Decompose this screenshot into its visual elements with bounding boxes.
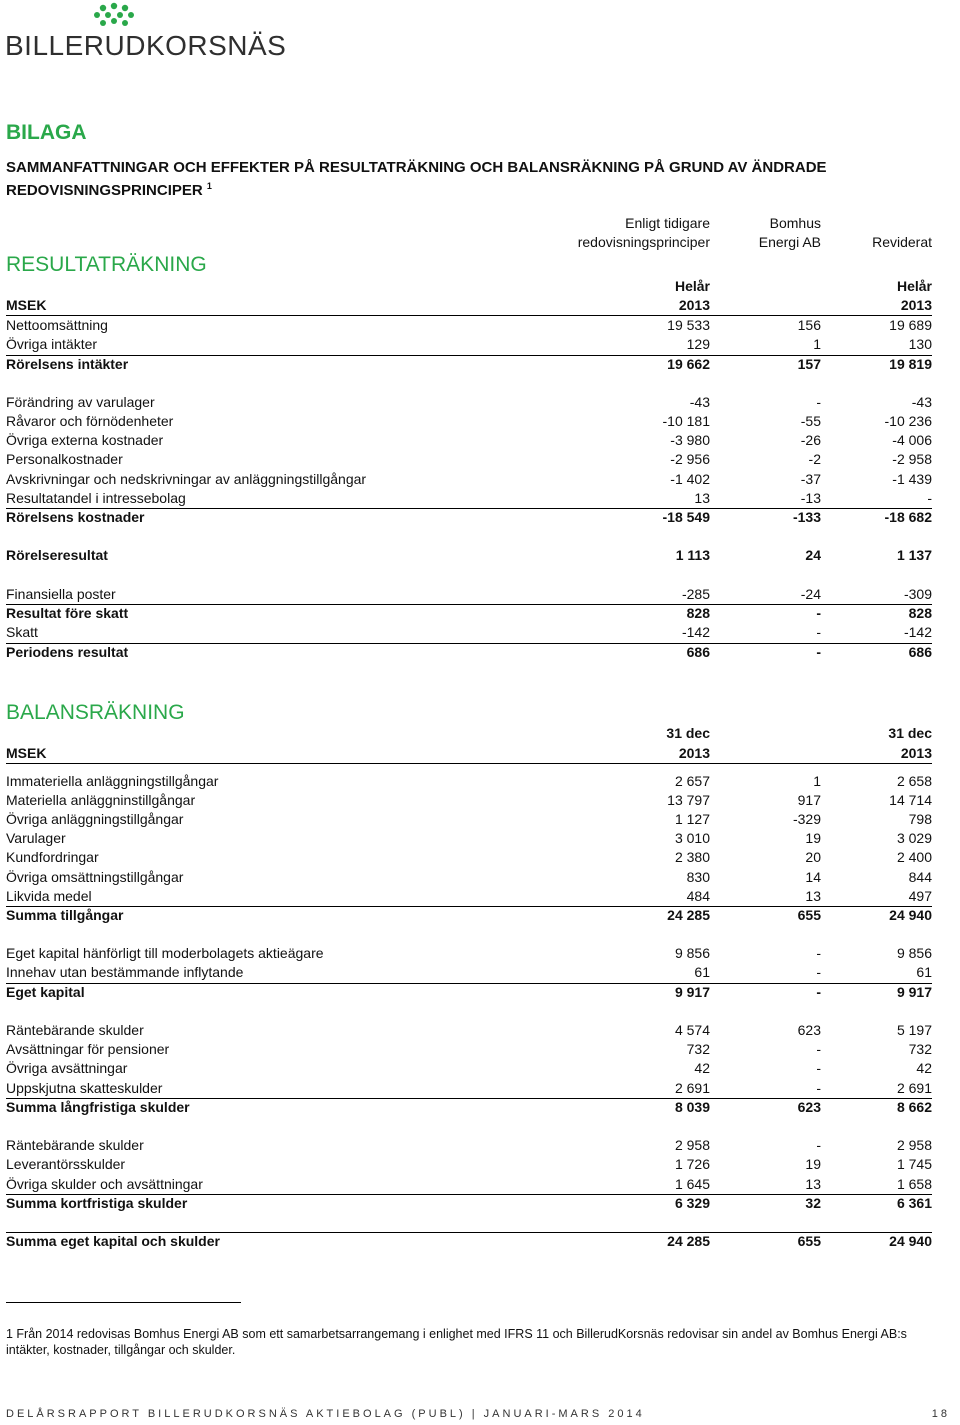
row-label: Resultatandel i intressebolag [6,490,186,506]
row-label: Övriga omsättningstillgångar [6,869,184,885]
row-value-c2: - [816,1060,821,1076]
row-value-c1: 3 010 [674,830,710,846]
row-label: Periodens resultat [6,644,129,660]
crown-icon [91,2,137,32]
row-label: Råvaror och förnödenheter [6,413,174,429]
row-value-c2: 14 [805,869,821,885]
table-row [6,887,932,906]
row-value-c2: 24 [805,547,821,563]
row-value-c3: 130 [908,336,932,352]
row-label: Övriga intäkter [6,336,98,352]
row-value-c3: 24 940 [889,1233,932,1249]
row-label: Varulager [6,830,66,846]
row-label: Summa kortfristiga skulder [6,1195,188,1211]
row-label: Skatt [6,624,38,640]
row-label: Övriga anläggningstillgångar [6,811,184,827]
income-year-c3: 2013 [900,297,932,313]
row-label: Summa långfristiga skulder [6,1099,190,1115]
row-label: Likvida medel [6,888,92,904]
row-value-c1: 9 856 [674,945,710,961]
company-logo [0,0,287,61]
row-value-c1: 19 533 [667,317,710,333]
balance-year-c3: 2013 [900,745,932,761]
row-label: Finansiella poster [6,586,116,602]
row-value-c1: 732 [686,1041,710,1057]
column-header-previous-line2: redovisningsprinciper [577,234,710,250]
row-value-c1: 13 [694,490,710,506]
row-value-c3: -18 682 [884,509,932,525]
row-value-c3: - [927,490,932,506]
row-value-c3: -10 236 [884,413,932,429]
column-header-revised: Reviderat [872,234,932,250]
table-row [6,623,932,642]
row-value-c2: - [816,1137,821,1153]
row-value-c1: 1 726 [674,1156,710,1172]
row-value-c1: 24 285 [667,1233,710,1249]
table-row [6,1232,932,1251]
row-value-c2: 19 [805,830,821,846]
row-value-c1: 129 [686,336,710,352]
row-value-c3: 19 689 [889,317,932,333]
column-header-previous-line1: Enligt tidigare [625,215,710,231]
row-value-c3: 5 197 [896,1022,932,1038]
row-value-c2: 19 [805,1156,821,1172]
row-value-c2: -24 [800,586,821,602]
column-header-previous [560,214,710,252]
row-value-c1: 2 380 [674,849,710,865]
table-row [6,470,932,489]
row-value-c1: 828 [686,605,710,621]
row-value-c3: 844 [908,869,932,885]
row-value-c3: 732 [908,1041,932,1057]
row-label: Immateriella anläggningstillgångar [6,773,219,789]
row-value-c1: 1 127 [674,811,710,827]
row-label: Avskrivningar och nedskrivningar av anläggningstillgångar [6,471,367,487]
page-number: 18 [931,1408,950,1420]
row-value-c3: 19 819 [889,356,932,372]
row-value-c2: - [816,1041,821,1057]
row-value-c2: 157 [797,356,821,372]
row-value-c2: -37 [800,471,821,487]
row-label: Rörelsens kostnader [6,509,145,525]
subtitle-footnote-ref: 1 [206,181,212,191]
table-row [6,1079,932,1098]
column-header-bomhus-line1: Bomhus [769,215,821,231]
row-label: Summa eget kapital och skulder [6,1233,220,1249]
row-value-c2: 1 [813,336,821,352]
row-value-c1: 42 [694,1060,710,1076]
row-value-c3: 2 958 [896,1137,932,1153]
balance-header-divider [6,763,932,764]
row-value-c1: 2 691 [674,1080,710,1096]
table-row [6,1098,932,1117]
row-value-c2: 32 [805,1195,821,1211]
column-header-bomhus [700,214,821,252]
row-label: Eget kapital [6,984,85,1000]
row-value-c2: 623 [797,1099,821,1115]
row-value-c1: -142 [681,624,710,640]
row-value-c3: 3 029 [896,830,932,846]
row-value-c1: -18 549 [662,509,710,525]
row-value-c3: 14 714 [889,792,932,808]
balance-year-c1: 2013 [678,745,710,761]
table-row [6,335,932,354]
balance-unit-row [6,744,932,763]
row-value-c1: 2 657 [674,773,710,789]
row-value-c3: 42 [916,1060,932,1076]
row-value-c1: 830 [686,869,710,885]
row-value-c3: -142 [903,624,932,640]
row-value-c1: -3 980 [670,432,710,448]
row-value-c2: -329 [792,811,821,827]
row-label: Leverantörsskulder [6,1156,126,1172]
table-row [6,643,932,662]
page-footer: DELÅRSRAPPORT BILLERUDKORSNÄS AKTIEBOLAG (PUBL) | JANUARI-MARS 2014 [6,1408,645,1420]
row-value-c3: 1 137 [896,547,932,563]
table-row [6,412,932,431]
row-label: Räntebärande skulder [6,1137,144,1153]
row-value-c1: 13 797 [667,792,710,808]
row-value-c3: 2 658 [896,773,932,789]
table-row [6,585,932,604]
row-value-c2: - [816,644,821,660]
table-row [6,1059,932,1078]
table-row [6,868,932,887]
income-period-c1: Helår [674,278,710,294]
income-unit-row [6,296,932,315]
row-value-c2: - [816,964,821,980]
row-value-c1: 9 917 [674,984,710,1000]
row-label: Övriga skulder och avsättningar [6,1176,203,1192]
row-value-c3: 8 662 [896,1099,932,1115]
row-label: Övriga avsättningar [6,1060,128,1076]
row-label: Summa tillgångar [6,907,124,923]
income-unit-label: MSEK [6,297,47,313]
row-label: Avsättningar för pensioner [6,1041,170,1057]
row-label: Resultat före skatt [6,605,129,621]
income-year-c1: 2013 [678,297,710,313]
row-value-c3: -43 [911,394,932,410]
row-value-c3: -309 [903,586,932,602]
row-label: Förändring av varulager [6,394,155,410]
balance-sheet-heading: BALANSRÄKNING [6,701,185,724]
balance-unit-label: MSEK [6,745,47,761]
row-value-c1: 484 [686,888,710,904]
row-label: Materiella anläggninstillgångar [6,792,196,808]
row-value-c2: 623 [797,1022,821,1038]
row-value-c1: 8 039 [674,1099,710,1115]
table-row [6,963,932,982]
row-value-c3: -2 958 [892,451,932,467]
row-value-c3: 2 400 [896,849,932,865]
table-row [6,1194,932,1213]
row-value-c1: 6 329 [674,1195,710,1211]
row-value-c1: 19 662 [667,356,710,372]
row-value-c2: 917 [797,792,821,808]
row-value-c1: 4 574 [674,1022,710,1038]
table-row [6,1175,932,1194]
row-value-c3: -1 439 [892,471,932,487]
row-value-c2: -13 [800,490,821,506]
balance-period-c3: 31 dec [888,725,932,741]
table-row [6,508,932,527]
row-value-c3: 686 [908,644,932,660]
row-value-c3: 1 745 [896,1156,932,1172]
row-value-c2: -2 [808,451,821,467]
row-value-c1: 24 285 [667,907,710,923]
row-label: Kundfordringar [6,849,99,865]
table-row [6,848,932,867]
row-value-c2: -133 [792,509,821,525]
table-row [6,450,932,469]
row-value-c3: 2 691 [896,1080,932,1096]
row-label: Rörelsens intäkter [6,356,129,372]
balance-period-c1: 31 dec [666,725,710,741]
row-value-c2: 13 [805,1176,821,1192]
row-label: Innehav utan bestämmande inflytande [6,964,244,980]
row-value-c1: -285 [681,586,710,602]
row-value-c1: 1 645 [674,1176,710,1192]
row-value-c2: 13 [805,888,821,904]
table-row [6,810,932,829]
row-value-c3: 497 [908,888,932,904]
row-value-c3: 828 [908,605,932,621]
row-label: Personalkostnader [6,451,123,467]
row-value-c1: 1 113 [675,547,710,563]
row-value-c2: -26 [800,432,821,448]
table-row [6,944,932,963]
row-value-c3: -4 006 [892,432,932,448]
row-value-c2: 20 [805,849,821,865]
row-label: Uppskjutna skatteskulder [6,1080,163,1096]
table-row [6,906,932,925]
table-row [6,1136,932,1155]
row-value-c2: 156 [797,317,821,333]
column-header-bomhus-line2: Energi AB [758,234,821,250]
table-row [6,983,932,1002]
income-statement-heading: RESULTATRÄKNING [6,253,207,276]
row-value-c2: - [816,624,821,640]
row-value-c2: - [816,1080,821,1096]
row-value-c2: 1 [813,773,821,789]
row-label: Nettoomsättning [6,317,108,333]
page-title: BILAGA [6,121,87,144]
table-row [6,1155,932,1174]
row-value-c2: - [816,984,821,1000]
table-row [6,393,932,412]
row-value-c3: 1 658 [896,1176,932,1192]
table-row [6,772,932,791]
page-subtitle [6,158,906,200]
row-value-c1: -2 956 [670,451,710,467]
row-value-c2: - [816,945,821,961]
row-label: Övriga externa kostnader [6,432,164,448]
row-value-c3: 798 [908,811,932,827]
row-value-c2: -55 [800,413,821,429]
table-row [6,316,932,335]
table-row [6,829,932,848]
balance-period-row [6,724,932,743]
table-row [6,791,932,810]
income-period-c3: Helår [896,278,932,294]
row-value-c3: 9 917 [896,984,932,1000]
row-label: Eget kapital hänförligt till moderbolagets aktieägare [6,945,324,961]
row-value-c1: -10 181 [662,413,710,429]
row-value-c1: 2 958 [674,1137,710,1153]
table-row [6,546,932,565]
row-label: Rörelseresultat [6,547,108,563]
row-value-c3: 61 [916,964,932,980]
logo-wordmark: BILLERUDKORSNÄS [5,30,287,61]
footnote: 1 Från 2014 redovisas Bomhus Energi AB som ett samarbetsarrangemang i enlighet med IFRS 11 och BillerudKorsnäs redovisar sin andel av Bomhus Energi AB:s intäkter, kostnader, tillgångar och skulder. [6,1327,907,1357]
footnote-divider [6,1302,241,1303]
row-value-c1: -43 [689,394,710,410]
row-value-c1: 686 [686,644,710,660]
row-value-c3: 9 856 [896,945,932,961]
table-row [6,604,932,623]
table-row [6,489,932,508]
row-value-c3: 24 940 [889,907,932,923]
table-row [6,1021,932,1040]
row-value-c2: 655 [797,1233,821,1249]
table-row [6,355,932,374]
income-period-row [6,277,932,296]
row-label: Räntebärande skulder [6,1022,144,1038]
row-value-c2: - [816,605,821,621]
row-value-c2: - [816,394,821,410]
table-row [6,431,932,450]
row-value-c1: 61 [694,964,710,980]
row-value-c3: 6 361 [896,1195,932,1211]
subtitle-text: SAMMANFATTNINGAR OCH EFFEKTER PÅ RESULTATRÄKNING OCH BALANSRÄKNING PÅ GRUND AV ÄNDRADE REDOVISNINGSPRINCIPER [6,159,827,199]
row-value-c1: -1 402 [670,471,710,487]
table-row [6,1040,932,1059]
row-value-c2: 655 [797,907,821,923]
